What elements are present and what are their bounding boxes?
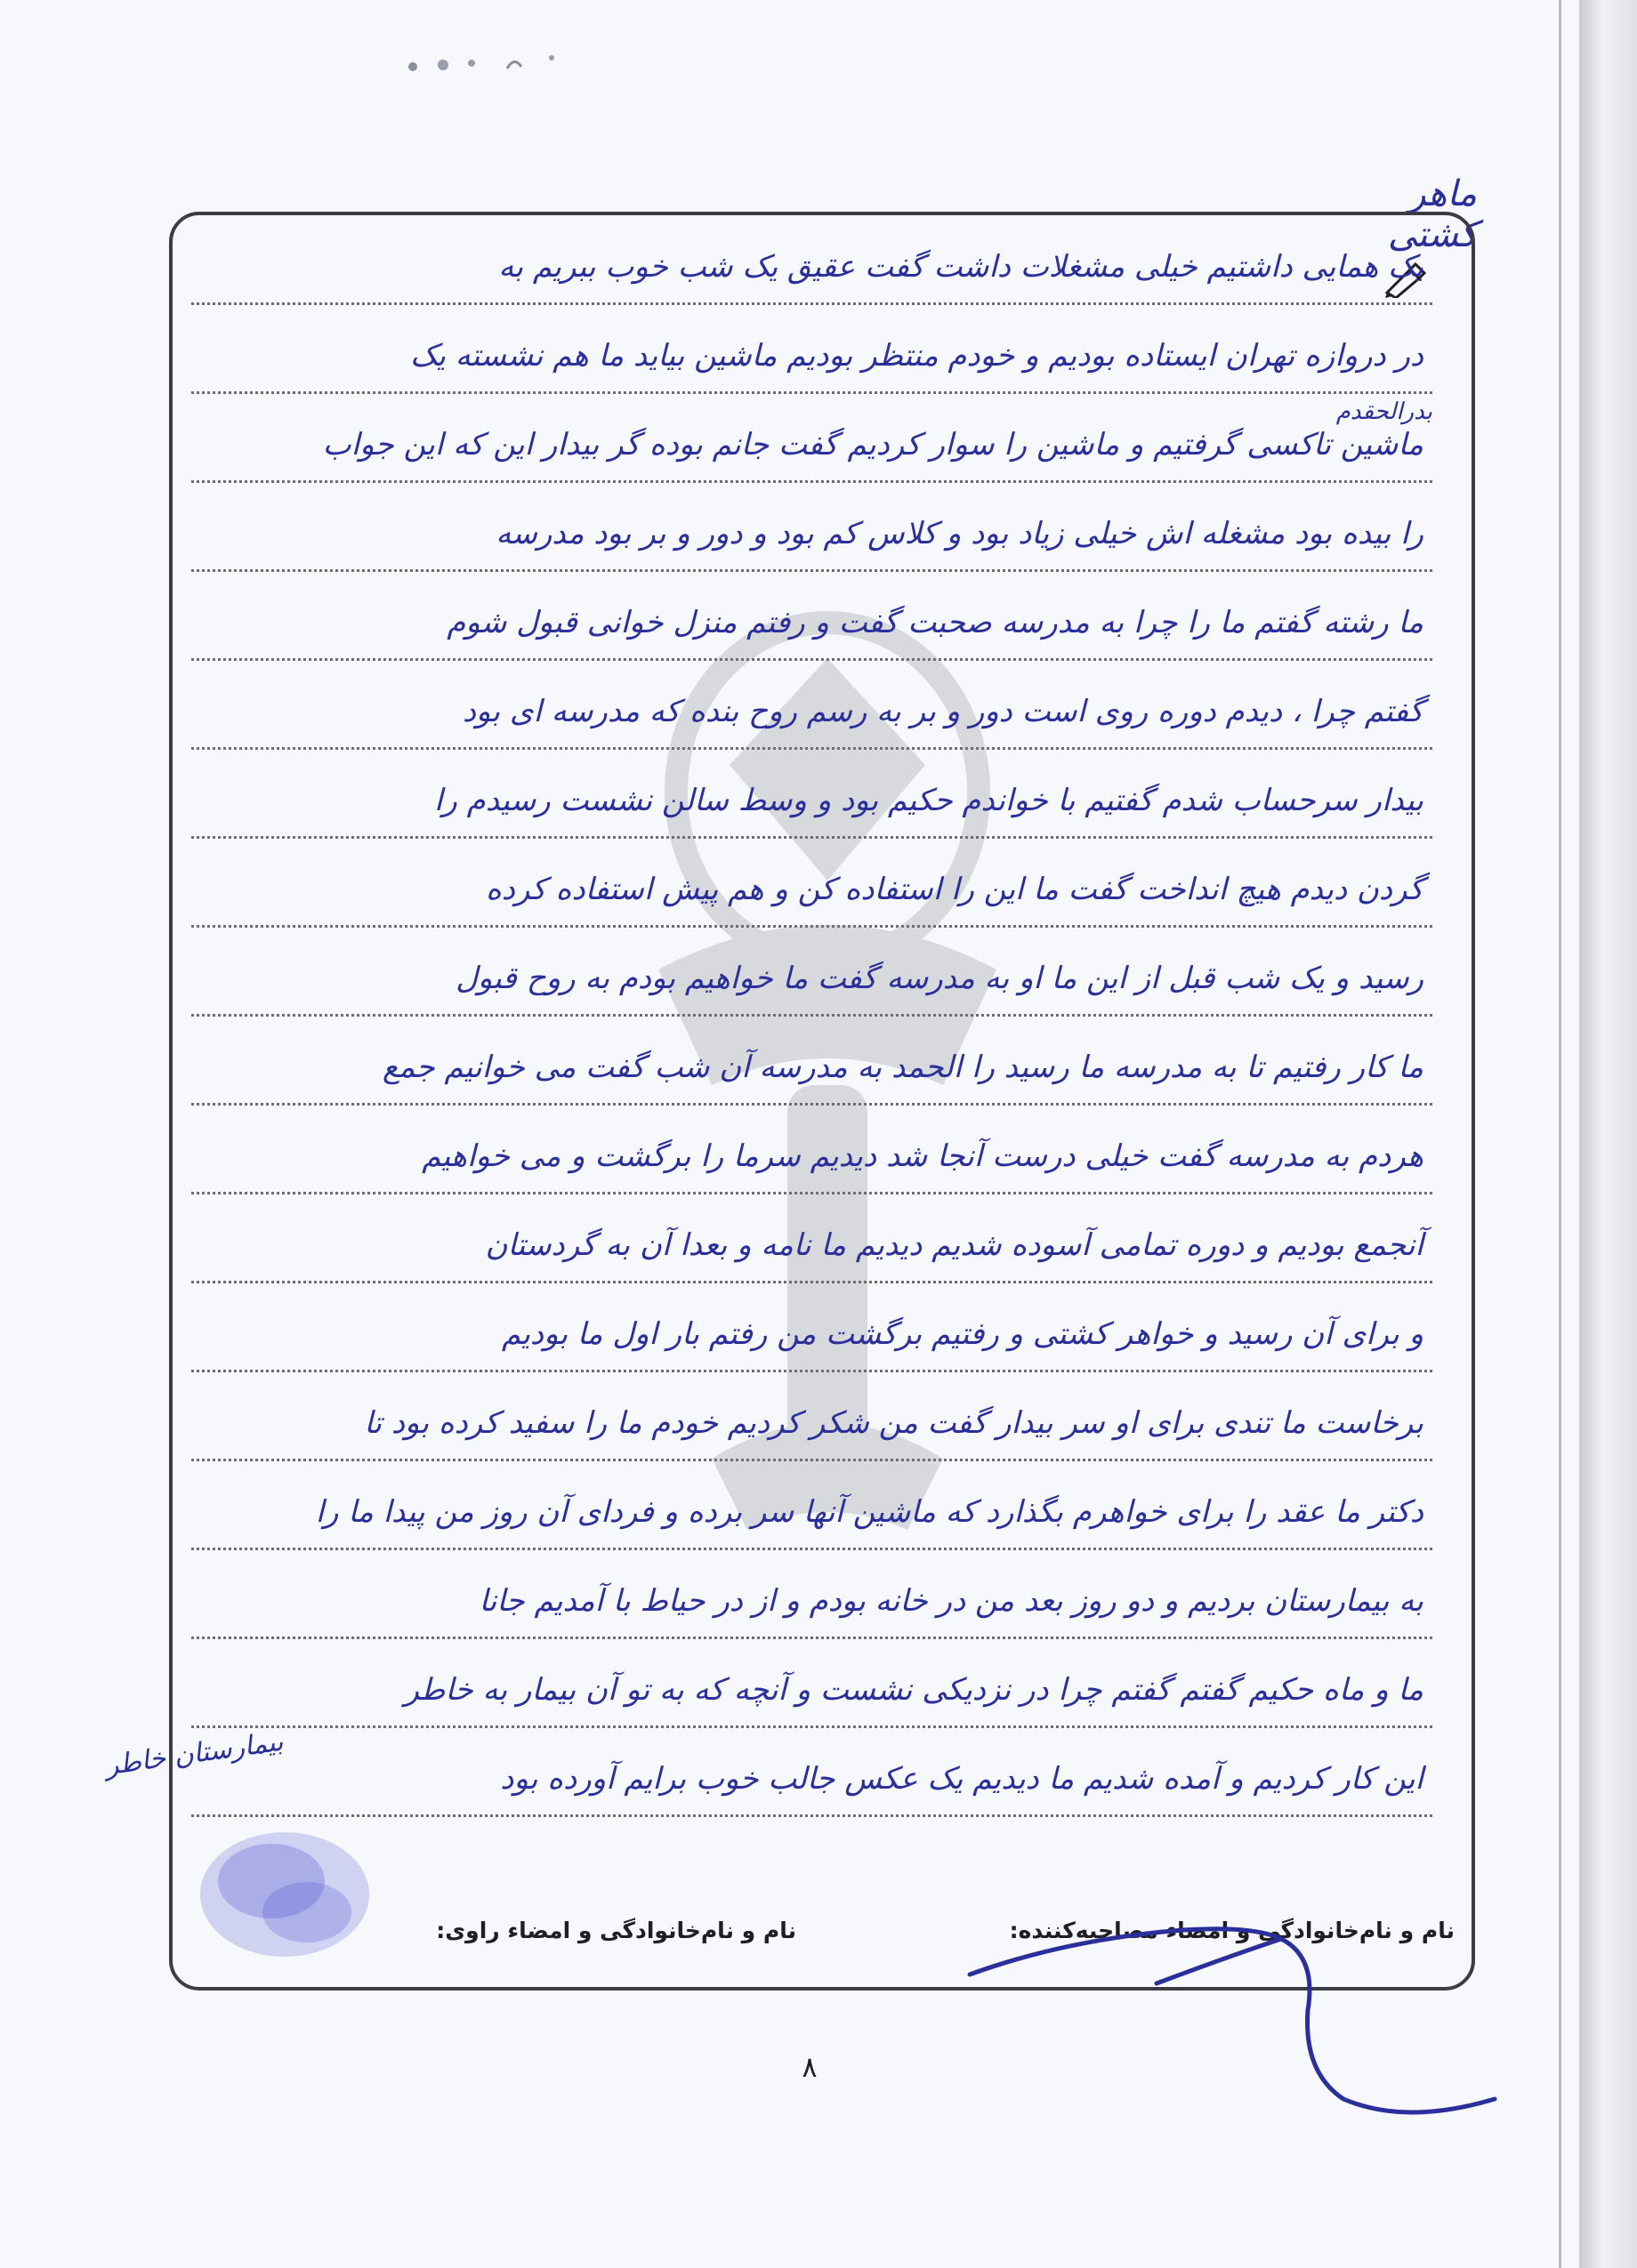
handwritten-line: گفتم چرا ، دیدم دوره روی است دور و بر به رسم روح بنده که مدرسه ای بود bbox=[191, 658, 1432, 750]
ink-specks bbox=[400, 49, 578, 84]
narrator-signature-label: نام و نام‌خانوادگی و امضاء راوی: bbox=[436, 1918, 796, 1943]
interviewer-signature-label: نام و نام‌خانوادگی و امضاء مصاحبه‌کننده: bbox=[1009, 1918, 1455, 1943]
inline-insert-note: بدرالحقدم bbox=[1335, 398, 1432, 425]
handwritten-signature bbox=[961, 1877, 1512, 2135]
handwritten-line: ما و ماه حکیم گفتم گفتم چرا در نزدیکی نشست و آنچه که به تو آن بیمار به خاطر bbox=[191, 1637, 1432, 1728]
handwritten-line: این کار کردیم و آمده شدیم ما دیدیم یک عکس جالب خوب برایم آورده بود bbox=[191, 1725, 1432, 1817]
handwritten-line: ماشین تاکسی گرفتیم و ماشین را سوار کردیم گفت جانم بوده گر بیدار این که این جواب bbox=[191, 391, 1432, 483]
handwritten-line: ما کار رفتیم تا به مدرسه ما رسید را الحمد به مدرسه آن شب گفت می خوانیم جمع bbox=[191, 1014, 1432, 1106]
handwritten-line: برخاست ما تندی برای او سر بیدار گفت من شکر کردیم خودم ما را سفید کرده بود تا bbox=[191, 1370, 1432, 1461]
handwritten-line: در دروازه تهران ایستاده بودیم و خودم منتظر بودیم ماشین بیاید ما هم نشسته یک bbox=[191, 302, 1432, 394]
binding-spine bbox=[1579, 0, 1637, 2268]
ink-stamp bbox=[182, 1819, 387, 1970]
handwritten-line: دکتر ما عقد را برای خواهرم بگذارد که ماشین آنها سر برده و فردای آن روز من پیدا ما را bbox=[191, 1459, 1432, 1550]
page-edge bbox=[1559, 0, 1561, 2268]
handwritten-line: هردم به مدرسه گفت خیلی درست آنجا شد دیدیم سرما را برگشت و می خواهیم bbox=[191, 1103, 1432, 1194]
header-handwritten-note: ماهر کشتی bbox=[1387, 173, 1477, 255]
handwritten-line: آنجمع بودیم و دوره تمامی آسوده شدیم دیدیم ما نامه و بعدا آن به گردستان bbox=[191, 1192, 1432, 1283]
handwritten-line: بیدار سرحساب شدم گفتیم با خواندم حکیم بود و وسط سالن نشست رسیدم را bbox=[191, 747, 1432, 839]
handwritten-line: ما رشته گفتم ما را چرا به مدرسه صحبت گفت و رفتم منزل خوانی قبول شوم bbox=[191, 569, 1432, 661]
handwritten-line: گردن دیدم هیچ انداخت گفت ما این را استفاده کن و هم پیش استفاده کرده bbox=[191, 836, 1432, 928]
handwritten-line: و برای آن رسید و خواهر کشتی و رفتیم برگشت من رفتم بار اول ما بودیم bbox=[191, 1281, 1432, 1372]
handwritten-line: یک همایی داشتیم خیلی مشغلات داشت گفت عقیق یک شب خوب ببریم به bbox=[191, 213, 1432, 305]
handwritten-line: به بیمارستان بردیم و دو روز بعد من در خانه بودم و از در حیاط با آمدیم جانا bbox=[191, 1548, 1432, 1639]
margin-handwritten-note: بیمارستان خاطر bbox=[103, 1725, 286, 1782]
handwritten-line: را بیده بود مشغله اش خیلی زیاد بود و کلاس کم بود و دور و بر بود مدرسه bbox=[191, 480, 1432, 572]
page-number: ۸ bbox=[802, 2050, 818, 2084]
handwritten-line: رسید و یک شب قبل از این ما او به مدرسه گفت ما خواهیم بودم به روح قبول bbox=[191, 925, 1432, 1017]
